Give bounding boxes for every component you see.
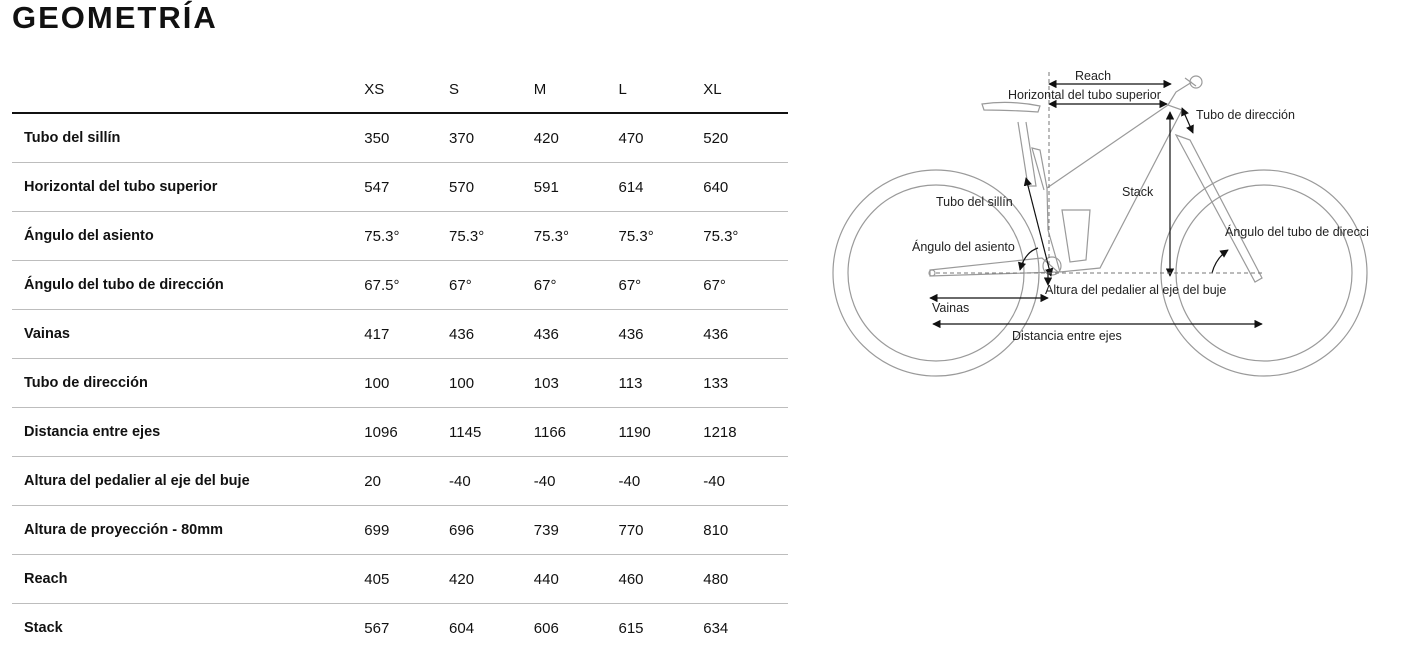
- cell-s: 370: [449, 113, 534, 163]
- cell-m: 75.3°: [534, 212, 619, 261]
- cell-xl: 133: [703, 359, 788, 408]
- row-label: Distancia entre ejes: [12, 408, 364, 457]
- size-header-l: L: [619, 66, 704, 113]
- cell-l: 614: [619, 163, 704, 212]
- table-row: [12, 457, 788, 506]
- cell-s: 696: [449, 506, 534, 555]
- row-label: Ángulo del asiento: [12, 212, 364, 261]
- cell-m: -40: [534, 457, 619, 506]
- size-header-xs: XS: [364, 66, 449, 113]
- cell-xl: -40: [703, 457, 788, 506]
- cell-m: 67°: [534, 261, 619, 310]
- row-label: Tubo de dirección: [12, 359, 364, 408]
- cell-xs: 100: [364, 359, 449, 408]
- cell-l: 436: [619, 310, 704, 359]
- cell-xs: 350: [364, 113, 449, 163]
- size-header-m: M: [534, 66, 619, 113]
- cell-m: 739: [534, 506, 619, 555]
- cell-m: 440: [534, 555, 619, 604]
- cell-s: 75.3°: [449, 212, 534, 261]
- size-header-s: S: [449, 66, 534, 113]
- cell-xl: 67°: [703, 261, 788, 310]
- diagram-label-top-tube: Horizontal del tubo superior: [1008, 88, 1161, 102]
- row-label: Reach: [12, 555, 364, 604]
- row-label: Vainas: [12, 310, 364, 359]
- diagram-label-seat-tube: Tubo del sillín: [936, 195, 1013, 209]
- cell-xs: 567: [364, 619, 390, 637]
- cell-m: 436: [534, 310, 619, 359]
- cell-s: 604: [449, 619, 475, 637]
- diagram-label-head-tube: Tubo de dirección: [1196, 108, 1295, 122]
- geometry-table: [12, 66, 788, 652]
- header-blank-cell: [12, 66, 364, 113]
- row-label: Ángulo del tubo de dirección: [12, 261, 364, 310]
- diagram-label-head-angle: Ángulo del tubo de direcci: [1225, 225, 1369, 239]
- cell-s: 100: [449, 359, 534, 408]
- cell-xl: 520: [703, 113, 788, 163]
- cell-xs: 1096: [364, 408, 449, 457]
- cell-xs: 547: [364, 163, 449, 212]
- row-label: Stack: [24, 620, 63, 636]
- cell-l: 470: [619, 113, 704, 163]
- cell-m: 420: [534, 113, 619, 163]
- cell-xs: 67.5°: [364, 261, 449, 310]
- table-row: [12, 212, 788, 261]
- table-row: [12, 113, 788, 163]
- cell-xl: 1218: [703, 408, 788, 457]
- table-row: [12, 555, 788, 604]
- row-label: Altura de proyección - 80mm: [12, 506, 364, 555]
- table-header-row: [12, 66, 788, 113]
- cell-s: 67°: [449, 261, 534, 310]
- cell-l: 113: [619, 359, 704, 408]
- cell-l: 1190: [619, 408, 704, 457]
- size-header-xl: XL: [703, 66, 788, 113]
- cell-m: 1166: [534, 408, 619, 457]
- cell-xl: 640: [703, 163, 788, 212]
- cell-xl: 75.3°: [703, 212, 788, 261]
- table-body: [12, 113, 788, 652]
- table-row: [12, 359, 788, 408]
- cell-xs: 699: [364, 506, 449, 555]
- cell-l: 460: [619, 555, 704, 604]
- cell-s: 420: [449, 555, 534, 604]
- diagram-label-stack: Stack: [1122, 185, 1154, 199]
- table-row: [12, 408, 788, 457]
- cell-s: 1145: [449, 408, 534, 457]
- cell-xs: 405: [364, 555, 449, 604]
- table-row: [12, 163, 788, 212]
- cell-m: 591: [534, 163, 619, 212]
- table-row: [12, 506, 788, 555]
- row-label: Horizontal del tubo superior: [12, 163, 364, 212]
- table-row: [12, 604, 788, 653]
- row-label: Tubo del sillín: [12, 113, 364, 163]
- table-row: [12, 310, 788, 359]
- cell-l: 75.3°: [619, 212, 704, 261]
- cell-xl: 634: [703, 619, 729, 637]
- cell-m: 103: [534, 359, 619, 408]
- cell-s: 436: [449, 310, 534, 359]
- cell-l: 770: [619, 506, 704, 555]
- cell-xs: 75.3°: [364, 212, 449, 261]
- page-title: GEOMETRÍA: [12, 0, 218, 35]
- diagram-label-reach: Reach: [1075, 69, 1112, 83]
- diagram-label-chainstay: Vainas: [932, 301, 970, 315]
- diagram-label-wheelbase: Distancia entre ejes: [1012, 329, 1122, 343]
- cell-xs: 20: [364, 457, 449, 506]
- cell-l: 67°: [619, 261, 704, 310]
- cell-xl: 436: [703, 310, 788, 359]
- bike-geometry-diagram: [820, 60, 1390, 390]
- cell-m: 606: [533, 619, 559, 637]
- cell-xl: 480: [703, 555, 788, 604]
- cell-s: -40: [449, 457, 534, 506]
- row-label: Altura del pedalier al eje del buje: [12, 457, 364, 506]
- cell-s: 570: [449, 163, 534, 212]
- cell-l: -40: [619, 457, 704, 506]
- diagram-label-bb-drop: Altura del pedalier al eje del buje: [1045, 283, 1227, 297]
- cell-xs: 417: [364, 310, 449, 359]
- diagram-label-seat-angle: Ángulo del asiento: [912, 240, 1015, 254]
- table-row: [12, 261, 788, 310]
- cell-l: 615: [618, 619, 644, 637]
- cell-xl: 810: [703, 506, 788, 555]
